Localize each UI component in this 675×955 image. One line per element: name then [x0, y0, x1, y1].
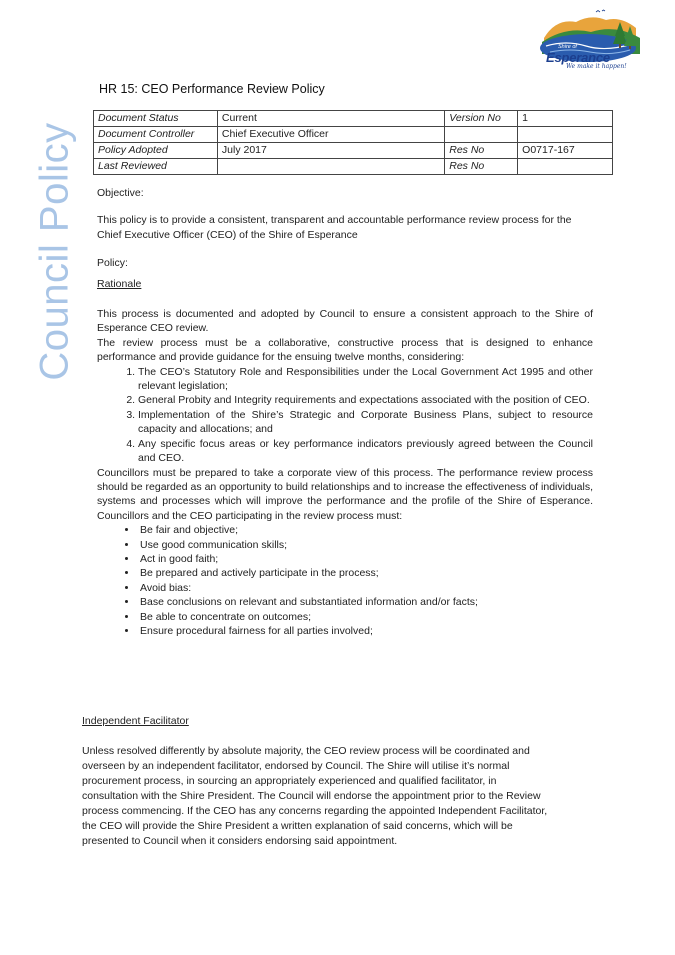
logo-shire-of-text: Shire of — [558, 44, 577, 50]
councillors-paragraph: Councillors must be prepared to take a corporate view of this process. The performance review process should be regarded as an opportunity to build relationships and to increase the effectiveness of individuals, systems and processes which will improve the performance and the profile of the Shire of Esperance. Councillors and the CEO participating in the review process must: — [97, 466, 593, 522]
side-label-text: Council Policy — [32, 121, 77, 381]
rationale-heading: Rationale — [97, 277, 142, 290]
table-cell-value: Current — [217, 111, 444, 127]
table-cell-value: July 2017 — [217, 143, 444, 159]
table-cell-label: Res No — [445, 143, 518, 159]
table-cell-label: Document Status — [94, 111, 218, 127]
list-item: • Use good communication skills; — [138, 538, 593, 552]
table-cell-value — [217, 159, 444, 175]
table-row — [94, 143, 613, 159]
table-cell-label: Res No — [445, 159, 518, 175]
table-cell-value: 1 — [518, 111, 613, 127]
shire-of-esperance-logo — [536, 8, 646, 74]
table-row — [94, 127, 613, 143]
table-cell-label: Version No — [445, 111, 518, 127]
text-line: Unless resolved differently by absolute majority, the CEO review process will be coordinated and — [82, 745, 530, 757]
text-line: presented to Council when it considers endorsing said appointment. — [82, 835, 398, 847]
list-item: 3. Implementation of the Shire’s Strategic and Corporate Business Plans, subject to resource capacity and allocations; and — [138, 408, 593, 437]
list-item: • Act in good faith; — [138, 552, 593, 566]
objective-heading: Objective: — [97, 187, 144, 199]
considerations-list — [97, 365, 593, 466]
table-cell-label: Last Reviewed — [94, 159, 218, 175]
text-line: process commencing. If the CEO has any concerns regarding the appointed Independent Facilitator, — [82, 805, 548, 817]
musts-list — [97, 523, 593, 638]
list-item: 4. Any specific focus areas or key performance indicators previously agreed between the Council and CEO. — [138, 437, 593, 466]
text-line: procurement process, in sourcing an appropriately experienced and qualified facilitator, in — [82, 775, 497, 787]
table-row — [94, 159, 613, 175]
council-policy-side-label — [34, 120, 76, 382]
table-cell-value — [518, 127, 613, 143]
table-cell-value: Chief Executive Officer — [217, 127, 444, 143]
independent-facilitator-section — [82, 714, 594, 849]
table-cell-label: Document Controller — [94, 127, 218, 143]
facilitator-heading: Independent Facilitator — [82, 715, 189, 727]
objective-text: This policy is to provide a consistent, transparent and accountable performance review process for the Chief Executive Officer (CEO) of the Shire of Esperance — [97, 214, 572, 241]
table-cell-label: Policy Adopted — [94, 143, 218, 159]
document-info-table — [93, 110, 613, 175]
policy-heading: Policy: — [97, 257, 128, 270]
facilitator-paragraph — [82, 744, 594, 849]
list-item: • Be prepared and actively participate in the process; — [138, 566, 593, 580]
list-item: • Be fair and objective; — [138, 523, 593, 537]
list-item: • Base conclusions on relevant and substantiated information and/or facts; — [138, 595, 593, 609]
text-line: the CEO will provide the Shire President a written explanation of said concerns, which will be — [82, 820, 513, 832]
policy-body — [97, 186, 593, 638]
table-cell-value: O0717-167 — [518, 143, 613, 159]
text-line: overseen by an independent facilitator, endorsed by Council. The Shire will utilise it’s normal — [82, 760, 510, 772]
table-cell-value — [518, 159, 613, 175]
list-item: • Avoid bias: — [138, 581, 593, 595]
document-title: HR 15: CEO Performance Review Policy — [99, 82, 325, 96]
logo-esperance-text: Esperance — [546, 50, 610, 65]
list-item: • Ensure procedural fairness for all parties involved; — [138, 624, 593, 638]
rationale-paragraph-1: This process is documented and adopted by Council to ensure a consistent approach to the Shire of Esperance CEO review. — [97, 308, 593, 335]
table-row — [94, 111, 613, 127]
list-item: 2. General Probity and Integrity requirements and expectations associated with the position of CEO. — [138, 393, 593, 407]
table-cell-label — [445, 127, 518, 143]
logo-tagline-text: We make it happen! — [566, 63, 627, 70]
list-item: 1. The CEO’s Statutory Role and Responsibilities under the Local Government Act 1995 and other relevant legislation; — [138, 365, 593, 394]
list-item: • Be able to concentrate on outcomes; — [138, 610, 593, 624]
rationale-paragraph-2: The review process must be a collaborative, constructive process that is designed to enhance performance and provide guidance for the ensuing twelve months, considering: — [97, 336, 593, 364]
text-line: consultation with the Shire President. The Council will endorse the appointment prior to the Review — [82, 790, 541, 802]
